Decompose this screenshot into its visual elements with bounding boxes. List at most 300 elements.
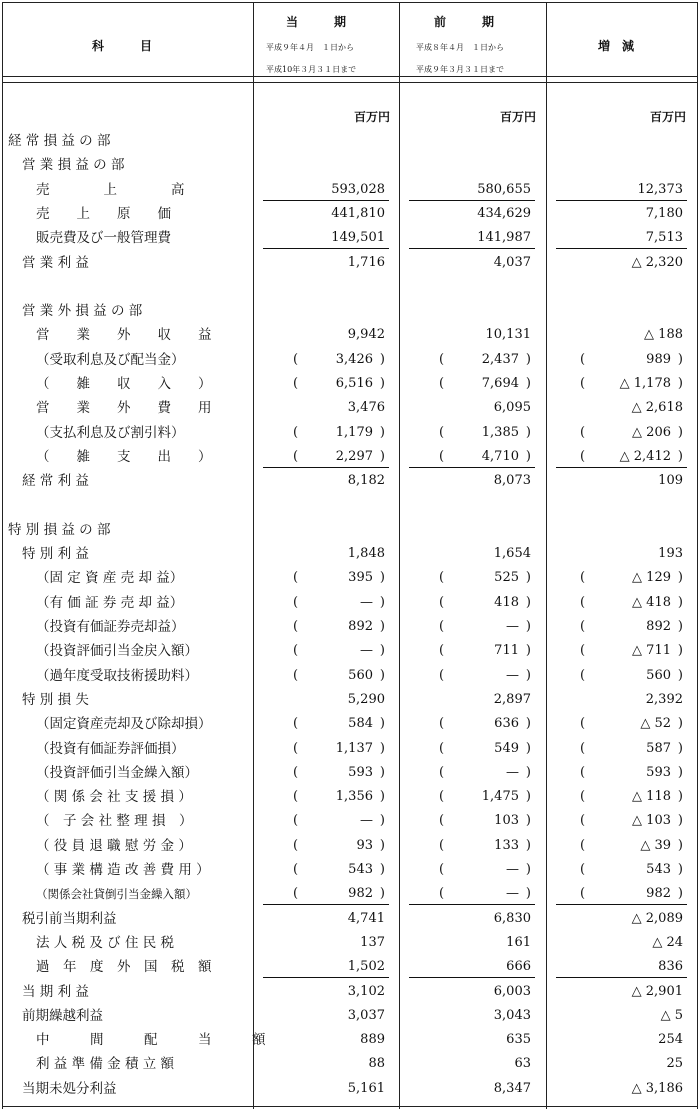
table-row [0,129,700,153]
paren-close: ) [525,351,531,367]
cell-value: 635 [506,1032,531,1048]
table-row [0,251,700,275]
row-label: 中 間 配 当 額 [36,1032,266,1049]
cell-cur [259,785,393,809]
paren-open: ( [293,448,299,464]
paren-open: ( [439,667,445,683]
row-label: （固定資産売却及び除却損） [36,716,212,733]
row-label: 売 上 高 [36,181,185,198]
cell-prev [405,639,539,663]
cell-cur [259,615,393,639]
paren-close: ) [525,886,531,902]
cell-cur [259,226,393,250]
cell-value: 6,516 [335,376,373,391]
header-current-from: 平成９年４月 １日から [266,43,354,52]
cell-value: 1,475 [481,789,519,805]
paren-open: ( [293,424,299,440]
cell-cur [259,421,393,445]
subtotal-underline [409,248,535,249]
cell-value: 2,897 [493,691,531,707]
paren-open: ( [439,740,445,756]
cell-chg [552,591,691,615]
row-label: 営 業 外 損 益 の 部 [22,303,143,320]
cell-value: 7,513 [645,230,683,246]
subtotal-underline [409,904,535,905]
paren-open: ( [293,862,299,877]
cell-prev [405,445,539,469]
cell-chg [552,1052,691,1076]
cell-value: △ 188 [644,327,683,343]
cell-value: 989 [646,351,671,367]
cell-cur [259,1004,393,1028]
paren-open: ( [580,424,586,440]
cell-chg [552,931,691,955]
paren-open: ( [293,837,299,853]
cell-cur [259,542,393,566]
table-row [0,761,700,785]
paren-open: ( [439,716,445,732]
cell-value: △ 711 [632,643,671,659]
row-label: （関係会社貸倒引当金繰入額） [36,887,197,902]
paren-close: ) [379,570,385,586]
cell-chg [552,664,691,688]
cell-value: 4,037 [493,254,531,270]
cell-cur [259,882,393,906]
paren-close: ) [677,716,683,732]
paren-close: ) [379,376,385,391]
frame-line [2,76,698,77]
cell-prev [405,1052,539,1076]
paren-open: ( [580,619,586,634]
table-row [0,664,700,688]
table-row [0,348,700,372]
cell-chg [552,542,691,566]
cell-value: 3,037 [347,1007,385,1023]
cell-value: △ 2,089 [631,910,683,926]
row-label: （投資有価証券売却益） [36,619,185,635]
cell-cur [259,809,393,833]
cell-chg [552,809,691,833]
header-current-to: 平成10年３月３１日まで [266,65,357,74]
row-label: 経 常 損 益 の 部 [8,133,111,149]
paren-close: ) [677,448,683,464]
row-label: 特 別 損 失 [22,691,89,708]
cell-value: 593 [646,764,671,780]
cell-value: 1,179 [335,424,373,440]
cell-value: 6,003 [493,983,531,999]
paren-open: ( [580,448,586,464]
cell-chg [552,421,691,445]
cell-value: 418 [494,594,519,610]
row-label: 営 業 利 益 [22,254,89,271]
row-label: 営 業 損 益 の 部 [22,157,125,174]
paren-close: ) [525,740,531,756]
cell-prev [405,907,539,931]
cell-value: 7,694 [481,376,519,391]
cell-prev [405,202,539,226]
paren-close: ) [525,619,531,634]
table-row [0,372,700,396]
cell-chg [552,566,691,590]
paren-open: ( [580,643,586,659]
paren-close: ) [379,764,385,780]
cell-prev [405,542,539,566]
paren-open: ( [580,740,586,756]
cell-prev [405,323,539,347]
cell-value: 5,161 [347,1080,385,1096]
paren-close: ) [379,813,385,829]
paren-open: ( [439,424,445,440]
cell-prev [405,834,539,858]
row-label: 利 益 準 備 金 積 立 額 [36,1056,175,1073]
cell-value: 6,830 [493,910,531,926]
paren-open: ( [580,570,586,586]
paren-open: ( [293,594,299,610]
paren-open: ( [293,376,299,391]
cell-prev [405,469,539,493]
header-current-title: 当 期 [286,15,347,29]
row-label: （ 役 員 退 職 慰 労 金 ） [36,837,192,854]
cell-cur [259,1077,393,1101]
cell-value: 63 [514,1056,531,1072]
paren-open: ( [580,351,586,367]
cell-chg [552,202,691,226]
row-label: （過年度受取技術援助料） [36,667,198,684]
cell-cur [259,178,393,202]
cell-prev [405,1028,539,1052]
table-row [0,688,700,712]
header-previous-title: 前 期 [434,15,495,29]
cell-value: — [506,886,519,902]
paren-open: ( [293,643,299,659]
row-label: 税引前当期利益 [22,910,117,927]
cell-chg [552,882,691,906]
cell-prev [405,737,539,761]
cell-prev [405,615,539,639]
paren-close: ) [525,643,531,659]
cell-value: — [360,643,373,659]
paren-close: ) [677,424,683,440]
paren-open: ( [439,619,445,634]
subtotal-underline [556,977,687,978]
cell-chg [552,907,691,931]
cell-value: 109 [658,473,683,489]
frame-line [2,82,698,83]
subtotal-underline [263,200,389,201]
cell-cur [259,931,393,955]
table-row [0,518,700,542]
cell-value: 982 [646,886,671,902]
cell-value: △ 24 [652,934,683,950]
row-label: （ 雑 収 入 ） [36,376,212,392]
paren-close: ) [525,667,531,683]
cell-value: 580,655 [477,181,531,197]
paren-close: ) [677,376,683,391]
cell-chg [552,737,691,761]
paren-open: ( [580,862,586,877]
paren-close: ) [677,862,683,877]
row-label: （ 子 会 社 整 理 損 ） [36,813,193,830]
cell-value: 8,347 [493,1080,531,1096]
cell-value: — [506,764,519,780]
row-label: （投資有価証券評価損） [36,740,185,757]
subtotal-underline [556,467,687,468]
frame-line [2,1106,698,1107]
cell-value: 2,437 [481,351,519,367]
cell-value: 593,028 [331,181,385,197]
table-row [0,907,700,931]
paren-close: ) [677,351,683,367]
cell-value: 3,426 [335,351,373,367]
cell-value: 525 [494,570,519,586]
cell-cur [259,348,393,372]
row-label: 当 期 利 益 [22,983,89,1000]
table-row [0,931,700,955]
cell-value: △ 418 [632,594,671,610]
cell-cur [259,761,393,785]
cell-chg [552,251,691,275]
cell-cur [259,664,393,688]
paren-close: ) [379,594,385,610]
table-row [0,1052,700,1076]
cell-value: 161 [506,934,531,950]
cell-prev [405,372,539,396]
paren-close: ) [677,594,683,610]
frame-line [2,2,698,3]
paren-close: ) [677,667,683,683]
cell-prev [405,882,539,906]
row-label: 経 常 利 益 [22,473,89,490]
cell-value: 543 [348,862,373,877]
cell-value: 4,710 [481,448,519,464]
paren-open: ( [580,667,586,683]
cell-value: 7,180 [645,205,683,221]
cell-value: 1,654 [493,546,531,562]
paren-close: ) [379,716,385,732]
cell-cur [259,639,393,663]
header-previous-from: 平成８年４月 １日から [416,43,504,52]
paren-close: ) [379,448,385,464]
cell-value: 10,131 [485,327,531,343]
cell-value: 133 [494,837,519,853]
cell-value: 3,102 [347,983,385,999]
paren-close: ) [525,789,531,805]
table-row [0,469,700,493]
paren-open: ( [580,837,586,853]
row-label: （有 価 証 券 売 却 益） [36,594,184,611]
cell-value: 395 [348,570,373,586]
subtotal-underline [263,977,389,978]
paren-close: ) [379,789,385,805]
cell-cur [259,372,393,396]
cell-cur [259,907,393,931]
cell-prev [405,785,539,809]
paren-close: ) [525,716,531,732]
cell-value: 6,095 [493,400,531,416]
cell-value: △ 103 [632,813,671,829]
row-label: 過 年 度 外 国 税 額 [36,959,212,976]
paren-close: ) [379,643,385,659]
cell-prev [405,761,539,785]
cell-value: 3,476 [347,400,385,416]
cell-value: △ 39 [640,837,671,853]
table-row [0,615,700,639]
cell-prev [405,931,539,955]
cell-value: 1,385 [481,424,519,440]
cell-prev [405,226,539,250]
cell-value: 3,043 [493,1007,531,1023]
subtotal-underline [556,904,687,905]
row-label: （固 定 資 産 売 却 益） [36,570,184,587]
paren-open: ( [439,448,445,464]
cell-cur [259,858,393,882]
cell-value: △ 52 [640,716,671,732]
table-row [0,737,700,761]
row-label: 営 業 外 費 用 [36,400,212,417]
cell-chg [552,1004,691,1028]
paren-open: ( [439,764,445,780]
table-row [0,275,700,299]
cell-prev [405,980,539,1004]
cell-chg [552,761,691,785]
table-row [0,178,700,202]
paren-close: ) [677,764,683,780]
row-label: （投資評価引当金戻入額） [36,643,198,660]
cell-chg [552,615,691,639]
paren-open: ( [293,570,299,586]
paren-open: ( [580,764,586,780]
cell-chg [552,1077,691,1101]
cell-value: 254 [658,1032,683,1048]
table-row [0,494,700,518]
row-label: （投資評価引当金繰入額） [36,764,198,781]
cell-value: 1,502 [347,959,385,975]
cell-cur [259,251,393,275]
cell-value: 666 [506,959,531,975]
cell-cur [259,1028,393,1052]
paren-close: ) [525,376,531,391]
subtotal-underline [409,467,535,468]
paren-close: ) [379,667,385,683]
unit-change: 百万円 [649,110,686,124]
table-row [0,1077,700,1101]
cell-value: 25 [666,1056,683,1072]
cell-value: 434,629 [477,205,531,221]
cell-prev [405,251,539,275]
cell-prev [405,591,539,615]
table-row [0,1028,700,1052]
paren-open: ( [580,594,586,610]
cell-value: — [360,594,373,610]
cell-chg [552,712,691,736]
cell-value: 560 [348,667,373,683]
cell-prev [405,178,539,202]
paren-open: ( [439,813,445,829]
paren-open: ( [439,643,445,659]
cell-chg [552,955,691,979]
table-row [0,542,700,566]
cell-cur [259,202,393,226]
paren-open: ( [439,351,445,367]
cell-chg [552,348,691,372]
cell-value: △ 129 [632,570,671,586]
cell-chg [552,226,691,250]
cell-value: 560 [646,667,671,683]
cell-chg [552,323,691,347]
cell-value: 93 [356,837,373,853]
table-row [0,858,700,882]
cell-cur [259,445,393,469]
cell-value: 103 [494,813,519,829]
cell-value: 137 [360,934,385,950]
cell-cur [259,737,393,761]
cell-cur [259,980,393,1004]
paren-close: ) [677,643,683,659]
cell-value: 2,392 [645,691,683,707]
paren-open: ( [293,351,299,367]
cell-value: 5,290 [347,691,385,707]
table-row [0,785,700,809]
cell-prev [405,858,539,882]
cell-chg [552,178,691,202]
paren-open: ( [439,594,445,610]
cell-cur [259,834,393,858]
unit-previous: 百万円 [499,110,536,124]
cell-prev [405,566,539,590]
cell-value: 1,137 [335,740,373,756]
header-subject: 科 目 [92,39,153,53]
cell-value: △ 2,901 [631,983,683,999]
subtotal-underline [556,200,687,201]
paren-open: ( [439,376,445,391]
cell-cur [259,323,393,347]
table-row [0,396,700,420]
cell-chg [552,396,691,420]
row-label: 特 別 損 益 の 部 [8,521,111,538]
paren-close: ) [525,862,531,877]
cell-value: △ 2,320 [631,254,683,270]
cell-cur [259,469,393,493]
table-row [0,712,700,736]
cell-chg [552,785,691,809]
row-label: （ 雑 支 出 ） [36,448,212,465]
paren-close: ) [525,764,531,780]
cell-chg [552,639,691,663]
cell-value: △ 118 [632,789,671,805]
table-row [0,591,700,615]
paren-close: ) [677,740,683,756]
cell-value: 889 [360,1032,385,1048]
paren-close: ) [677,837,683,853]
table-row [0,639,700,663]
cell-value: 543 [646,862,671,877]
subtotal-underline [263,904,389,905]
cell-cur [259,688,393,712]
cell-prev [405,955,539,979]
cell-value: 1,356 [335,789,373,805]
paren-open: ( [580,716,586,732]
cell-cur [259,1052,393,1076]
cell-value: 9,942 [347,327,385,343]
subtotal-underline [263,248,389,249]
cell-chg [552,469,691,493]
cell-cur [259,396,393,420]
cell-prev [405,421,539,445]
table-row [0,153,700,177]
cell-value: △ 206 [632,424,671,440]
paren-close: ) [677,886,683,902]
paren-open: ( [580,813,586,829]
